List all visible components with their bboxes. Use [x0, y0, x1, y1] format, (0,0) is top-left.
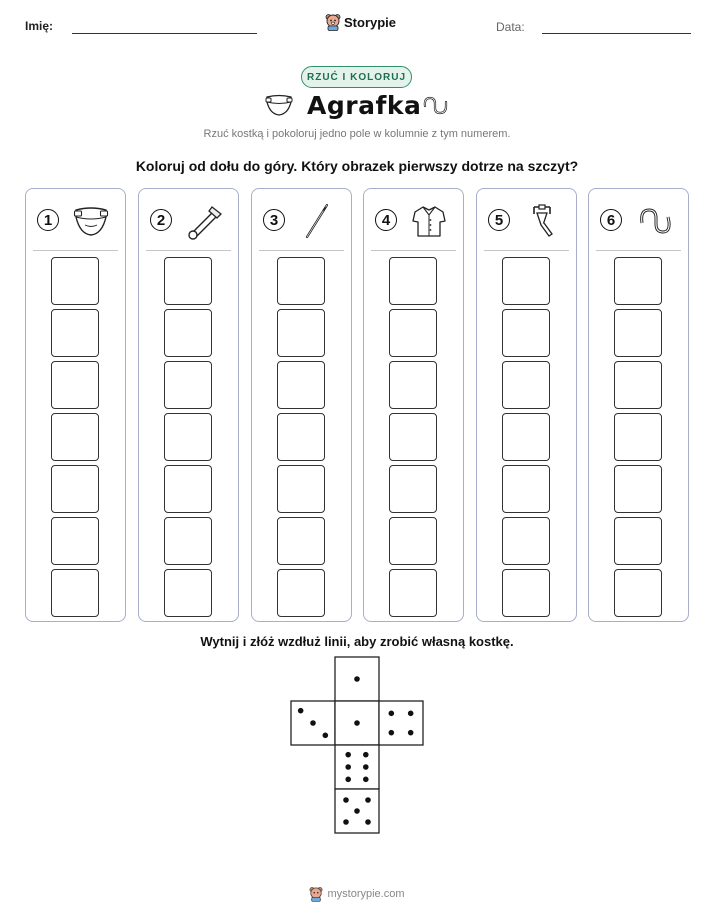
- die-face: [335, 745, 379, 789]
- die-pip: [363, 764, 369, 770]
- color-cell[interactable]: [277, 517, 325, 565]
- die-pip: [363, 777, 369, 783]
- die-pip: [345, 777, 351, 783]
- die-face: [335, 789, 379, 833]
- column-divider: [33, 250, 118, 251]
- page-title: Agrafka: [307, 91, 422, 120]
- color-cell[interactable]: [389, 569, 437, 617]
- die-face: [335, 657, 379, 701]
- bear-logo-icon: [325, 13, 341, 31]
- color-cell[interactable]: [164, 465, 212, 513]
- color-cell[interactable]: [502, 569, 550, 617]
- logo-text: Storypie: [344, 14, 397, 30]
- color-cell[interactable]: [164, 517, 212, 565]
- die-pip: [345, 764, 351, 770]
- name-line: [72, 33, 257, 34]
- color-cell[interactable]: [389, 413, 437, 461]
- color-cell[interactable]: [277, 465, 325, 513]
- dice-net: [290, 656, 426, 836]
- color-cell[interactable]: [389, 465, 437, 513]
- column-number: 5: [488, 209, 510, 231]
- die-pip: [354, 720, 360, 726]
- color-cell[interactable]: [51, 413, 99, 461]
- clamp-icon: [522, 201, 562, 241]
- color-cell[interactable]: [502, 465, 550, 513]
- color-cell[interactable]: [51, 361, 99, 409]
- die-face: [335, 701, 379, 745]
- color-cell[interactable]: [389, 257, 437, 305]
- die-pip: [365, 819, 371, 825]
- hook-icon: [634, 201, 674, 241]
- dice-instruction: Wytnij i złóż wzdłuż linii, aby zrobić własną kostkę.: [200, 634, 514, 649]
- color-cell[interactable]: [614, 517, 662, 565]
- dice-column-6: [588, 188, 689, 622]
- shirt-icon: [409, 201, 449, 241]
- color-cell[interactable]: [614, 309, 662, 357]
- color-cell[interactable]: [277, 257, 325, 305]
- dice-column-2: [138, 188, 239, 622]
- die-pip: [354, 676, 360, 682]
- color-cell[interactable]: [51, 569, 99, 617]
- color-cell[interactable]: [502, 517, 550, 565]
- needle-icon: [297, 201, 337, 241]
- column-number: 1: [37, 209, 59, 231]
- color-cell[interactable]: [164, 361, 212, 409]
- storypie-logo: [325, 13, 396, 31]
- activity-badge: RZUĆ I KOLORUJ: [301, 66, 412, 88]
- color-cell[interactable]: [502, 257, 550, 305]
- date-line: [542, 33, 691, 34]
- color-cell[interactable]: [389, 517, 437, 565]
- die-pip: [408, 711, 414, 717]
- color-cell[interactable]: [51, 309, 99, 357]
- color-cell[interactable]: [502, 413, 550, 461]
- die-pip: [343, 797, 349, 803]
- color-cell[interactable]: [51, 465, 99, 513]
- footer-url: mystorypie.com: [327, 888, 405, 900]
- die-pip: [408, 730, 414, 736]
- die-pip: [323, 733, 329, 739]
- column-number: 4: [375, 209, 397, 231]
- color-cell[interactable]: [614, 465, 662, 513]
- hook-icon: [421, 94, 449, 116]
- column-divider: [146, 250, 231, 251]
- color-cell[interactable]: [614, 413, 662, 461]
- die-pip: [389, 711, 395, 717]
- color-cell[interactable]: [277, 413, 325, 461]
- column-divider: [596, 250, 681, 251]
- name-label: Imię:: [25, 19, 54, 33]
- column-divider: [484, 250, 569, 251]
- column-divider: [259, 250, 344, 251]
- die-pip: [298, 708, 304, 714]
- column-number: 6: [600, 209, 622, 231]
- color-cell[interactable]: [614, 257, 662, 305]
- color-cell[interactable]: [277, 309, 325, 357]
- dice-column-4: [363, 188, 464, 622]
- die-pip: [363, 752, 369, 758]
- die-pip: [389, 730, 395, 736]
- color-cell[interactable]: [614, 569, 662, 617]
- die-pip: [343, 819, 349, 825]
- color-cell[interactable]: [164, 569, 212, 617]
- diaper-icon: [71, 201, 111, 241]
- bear-logo-icon: [309, 886, 323, 902]
- color-cell[interactable]: [164, 257, 212, 305]
- diaper-icon: [264, 93, 294, 119]
- color-cell[interactable]: [51, 517, 99, 565]
- column-number: 2: [150, 209, 172, 231]
- die-pip: [345, 752, 351, 758]
- color-cell[interactable]: [51, 257, 99, 305]
- date-label: Data:: [496, 20, 525, 34]
- dice-column-5: [476, 188, 577, 622]
- color-cell[interactable]: [277, 569, 325, 617]
- question-text: Koloruj od dołu do góry. Który obrazek pierwszy dotrze na szczyt?: [135, 158, 579, 174]
- die-face: [379, 701, 423, 745]
- die-pip: [354, 808, 360, 814]
- die-face: [291, 701, 335, 745]
- dice-column-3: [251, 188, 352, 622]
- color-cell[interactable]: [164, 413, 212, 461]
- dice-column-1: [25, 188, 126, 622]
- safety-pin-icon: [184, 201, 224, 241]
- color-cell[interactable]: [389, 361, 437, 409]
- color-cell[interactable]: [389, 309, 437, 357]
- color-cell[interactable]: [614, 361, 662, 409]
- color-cell[interactable]: [277, 361, 325, 409]
- instructions-subtitle: Rzuć kostką i pokoloruj jedno pole w kolumnie z tym numerem.: [203, 128, 511, 140]
- footer: [0, 886, 714, 902]
- color-cell[interactable]: [502, 309, 550, 357]
- color-cell[interactable]: [164, 309, 212, 357]
- die-pip: [310, 720, 316, 726]
- color-cell[interactable]: [502, 361, 550, 409]
- die-pip: [365, 797, 371, 803]
- column-number: 3: [263, 209, 285, 231]
- column-divider: [371, 250, 456, 251]
